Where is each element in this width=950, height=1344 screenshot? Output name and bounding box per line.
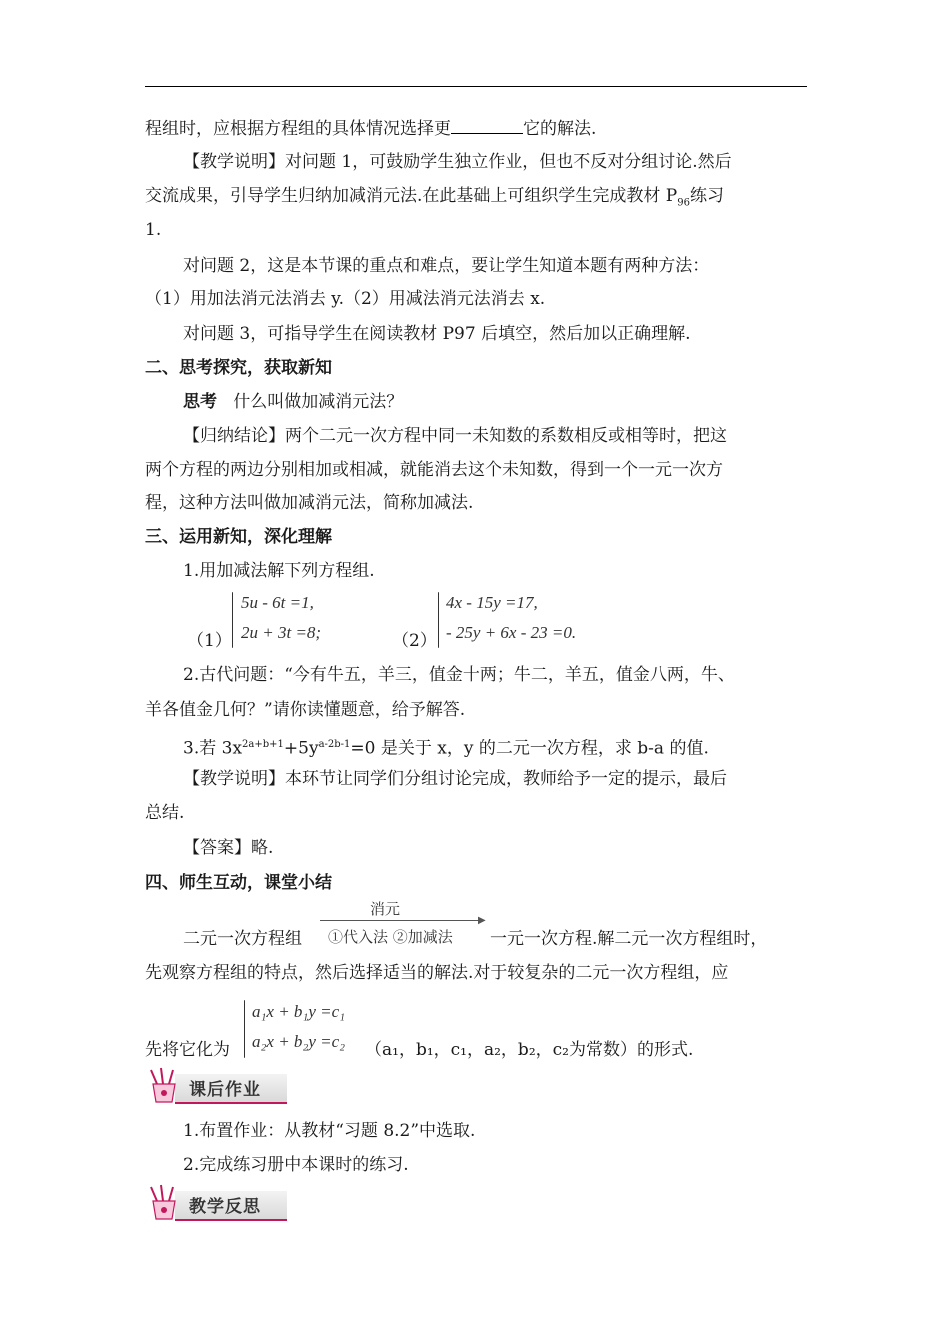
fill-blank bbox=[451, 117, 523, 134]
text-line: 交流成果，引导学生归纳加减消元法.在此基础上可组织学生完成教材 $P_{96}$练习 bbox=[145, 186, 724, 209]
section-heading: 三、运用新知，深化理解 bbox=[145, 527, 332, 547]
equation-system bbox=[252, 997, 345, 1057]
text-line: 【归纳结论】两个二元一次方程中同一未知数的系数相反或相等时，把这 bbox=[183, 426, 727, 446]
question-line: 2.古代问题：“今有牛五，羊三，值金十两；牛二，羊五，值金八两，牛、 bbox=[183, 665, 735, 685]
equation-label: （2） bbox=[392, 631, 437, 651]
homework-item: 2.完成练习册中本课时的练习. bbox=[183, 1155, 409, 1175]
equation-system bbox=[446, 588, 576, 648]
text-line: （1）用加法消元法消去 y.（2）用减法消元法消去 x. bbox=[145, 289, 546, 309]
section-heading: 四、师生互动，课堂小结 bbox=[145, 873, 332, 893]
summary-line: （a₁，b₁，c₁，a₂，b₂，c₂为常数）的形式. bbox=[365, 1040, 694, 1060]
equation: 4x - 15y =17, bbox=[446, 593, 538, 612]
equation-brace bbox=[244, 1000, 245, 1058]
text-line: 程，这种方法叫做加减消元法，简称加减法. bbox=[145, 493, 474, 513]
header-rule bbox=[145, 86, 807, 87]
text-line: 两个方程的两边分别相加或相减，就能消去这个未知数，得到一个一元一次方 bbox=[145, 460, 723, 480]
equation: a₂x + b₂y =c₂ bbox=[252, 1032, 346, 1051]
question-line: 羊各值金几何？”请你读懂题意，给予解答. bbox=[145, 700, 466, 720]
answer-line: 【答案】略. bbox=[183, 838, 274, 858]
section-badge-homework: 课后作业 bbox=[145, 1066, 287, 1108]
text-line: 总结. bbox=[145, 803, 185, 823]
summary-line: 二元一次方程组 bbox=[183, 929, 302, 949]
equation: - 25y + 6x - 23 =0. bbox=[446, 623, 577, 642]
text-line: 【教学说明】对问题 1，可鼓励学生独立作业，但也不反对分组讨论.然后 bbox=[183, 152, 732, 172]
text-line: 【教学说明】本环节让同学们分组讨论完成，教师给予一定的提示，最后 bbox=[183, 769, 727, 789]
text-line: 程组时，应根据方程组的具体情况选择更 它的解法. bbox=[145, 119, 597, 139]
text-line: 1. bbox=[145, 220, 162, 240]
summary-line: 一元一次方程.解二元一次方程组时， bbox=[490, 929, 768, 949]
elimination-arrow: 消元 ▶ ①代入法 ②加减法 bbox=[320, 898, 488, 948]
think-line: 思考 什么叫做加减消元法？ bbox=[183, 392, 404, 412]
question-line: 1.用加减法解下列方程组. bbox=[183, 561, 375, 581]
equation-system bbox=[241, 588, 321, 648]
pencil-cup-icon bbox=[145, 1066, 183, 1104]
equation-brace bbox=[232, 592, 233, 648]
summary-line: 先将它化为 bbox=[145, 1040, 230, 1060]
section-heading: 二、思考探究，获取新知 bbox=[145, 358, 332, 378]
summary-line: 先观察方程组的特点，然后选择适当的解法.对于较复杂的二元一次方程组，应 bbox=[145, 963, 729, 983]
question-line: 3.若 $3x^{2a+b+1}+5y^{a-2b-1}=0$ 是关于 x，y 的二元一次方程，求 b-a 的值. bbox=[183, 738, 709, 759]
homework-item: 1.布置作业：从教材“习题 8.2”中选取. bbox=[183, 1121, 476, 1141]
arrow-head-icon: ▶ bbox=[478, 915, 486, 926]
pencil-cup-icon bbox=[145, 1183, 183, 1221]
section-badge-reflection: 教学反思 bbox=[145, 1183, 287, 1225]
equation: a₁x + b₁y =c₁ bbox=[252, 1002, 346, 1021]
equation-label: （1） bbox=[187, 631, 232, 651]
equation: 2u + 3t =8; bbox=[241, 623, 322, 642]
equation: 5u - 6t =1, bbox=[241, 593, 314, 612]
equation-brace bbox=[438, 592, 439, 648]
text-line: 对问题 3，可指导学生在阅读教材 P97 后填空，然后加以正确理解. bbox=[183, 324, 691, 344]
text-line: 对问题 2，这是本节课的重点和难点，要让学生知道本题有两种方法： bbox=[183, 256, 710, 276]
